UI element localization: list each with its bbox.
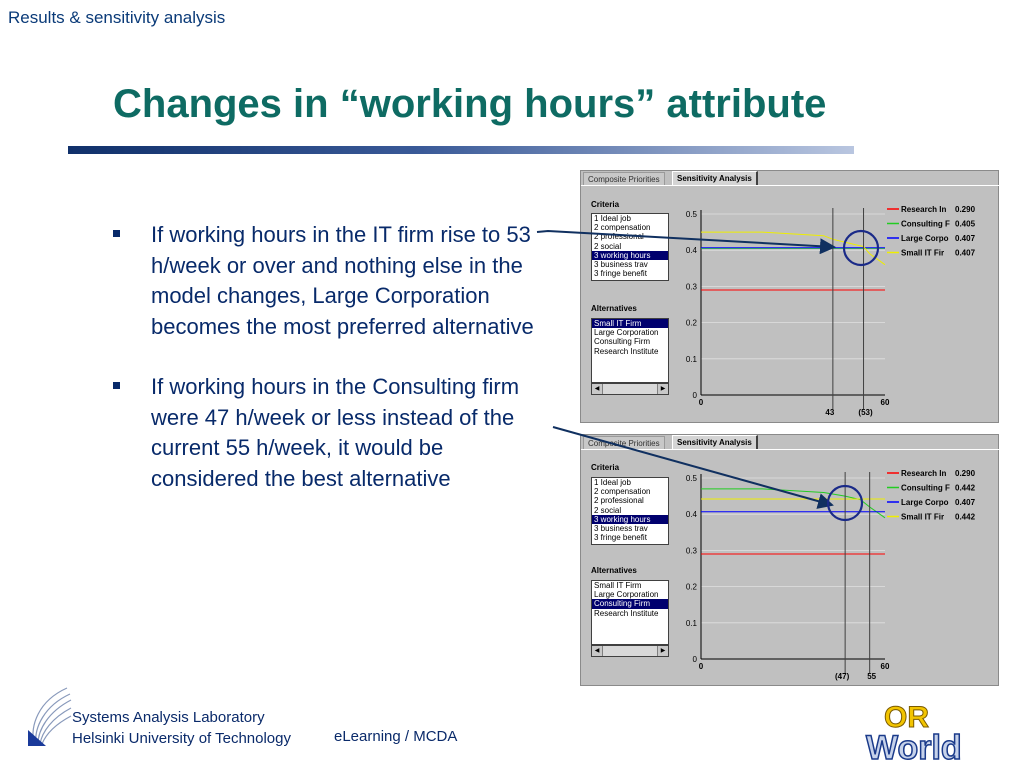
marker-label: (47): [835, 672, 850, 681]
sensitivity-panel-2: [580, 434, 999, 686]
bullet-text: If working hours in the IT firm rise to 53 h/week or over and nothing else in the model changes, Large Corporation becomes the most preferred alternative: [151, 222, 534, 339]
legend-label: Research In: [901, 205, 947, 214]
hut-logo-icon: [22, 686, 72, 748]
scroll-left-icon[interactable]: ◀: [592, 646, 603, 656]
legend-label: Large Corpo: [901, 234, 949, 243]
horizontal-scrollbar[interactable]: [591, 645, 669, 657]
criteria-label: Criteria: [591, 200, 620, 209]
tab-sensitivity-analysis[interactable]: Sensitivity Analysis: [672, 171, 758, 186]
legend-value: 0.290: [955, 205, 976, 214]
y-tick-label: 0.4: [685, 246, 697, 256]
alternatives-label: Alternatives: [591, 304, 637, 313]
list-item[interactable]: 1 Ideal job: [594, 214, 631, 223]
list-item[interactable]: Research Institute: [594, 346, 659, 356]
footer-lab-name: Systems Analysis Laboratory: [72, 709, 265, 726]
y-tick-label: 0.3: [685, 282, 697, 292]
legend-value: 0.407: [955, 234, 976, 243]
y-tick-label: 0: [692, 391, 697, 400]
y-tick-label: 0.1: [685, 354, 697, 364]
title-underline: [68, 146, 854, 154]
sensitivity-chart: [677, 463, 997, 688]
y-tick-label: 0.5: [685, 210, 697, 219]
legend-value: 0.290: [955, 469, 976, 478]
tab-composite-priorities[interactable]: Composite Priorities: [583, 172, 665, 186]
y-tick-label: 0.1: [685, 618, 697, 628]
alternatives-label: Alternatives: [591, 566, 637, 575]
scroll-right-icon[interactable]: ▶: [657, 646, 668, 656]
list-item[interactable]: 2 social: [594, 505, 622, 515]
list-item[interactable]: Large Corporation: [594, 328, 659, 338]
scroll-left-icon[interactable]: ◀: [592, 384, 603, 394]
x-tick-label: 0: [698, 398, 704, 407]
list-item-selected[interactable]: 3 working hours: [592, 251, 668, 260]
legend-label: Large Corpo: [901, 498, 949, 507]
x-tick-label: 60: [880, 398, 890, 407]
list-item[interactable]: 2 professional: [594, 496, 644, 506]
tab-sensitivity-analysis[interactable]: Sensitivity Analysis: [672, 435, 758, 450]
x-tick-label: 0: [698, 662, 704, 671]
legend-value: 0.407: [955, 498, 976, 507]
marker-label: (53): [858, 408, 873, 417]
footer-university: Helsinki University of Technology: [72, 730, 291, 747]
bullet-text: If working hours in the Consulting firm were 47 h/week or less instead of the current 55 h/week, it would be considered the best alternative: [151, 374, 520, 491]
criteria-listbox[interactable]: [591, 213, 669, 281]
bullet-item: [113, 372, 538, 494]
list-item[interactable]: 2 compensation: [594, 223, 651, 233]
legend-value: 0.442: [955, 512, 976, 522]
y-tick-label: 0: [692, 655, 697, 664]
y-tick-label: 0.5: [685, 474, 697, 483]
tab-bar: [581, 435, 1000, 450]
legend-label: Small IT Fir: [901, 248, 945, 258]
legend-label: Research In: [901, 469, 947, 478]
sensitivity-panel-1: [580, 170, 999, 423]
list-item[interactable]: 2 compensation: [594, 487, 651, 497]
bullet-item: [113, 220, 538, 342]
marker-label: 55: [867, 672, 877, 681]
svg-text:World: World: [866, 729, 962, 763]
criteria-label: Criteria: [591, 463, 620, 472]
y-tick-label: 0.4: [685, 510, 697, 520]
list-item-selected[interactable]: Small IT Firm: [592, 319, 668, 328]
x-tick-label: 60: [880, 662, 890, 671]
list-item[interactable]: Large Corporation: [594, 590, 659, 600]
alternatives-listbox[interactable]: [591, 580, 669, 645]
list-item[interactable]: 1 Ideal job: [594, 478, 631, 487]
list-item-selected[interactable]: Consulting Firm: [592, 599, 668, 608]
tab-composite-priorities[interactable]: Composite Priorities: [583, 436, 665, 450]
list-item[interactable]: 3 business trav: [594, 259, 648, 269]
list-item[interactable]: 2 social: [594, 241, 622, 251]
list-item[interactable]: 3 business trav: [594, 523, 648, 533]
list-item[interactable]: Consulting Firm: [594, 337, 651, 347]
horizontal-scrollbar[interactable]: [591, 383, 669, 395]
scroll-right-icon[interactable]: ▶: [657, 384, 668, 394]
list-item[interactable]: Research Institute: [594, 608, 659, 618]
legend-value: 0.442: [955, 483, 976, 493]
list-item[interactable]: 3 fringe benefit: [594, 269, 647, 279]
bullet-list: [113, 220, 538, 524]
alternatives-listbox[interactable]: [591, 318, 669, 383]
svg-text:OR: OR: [884, 701, 929, 734]
list-item[interactable]: 3 fringe benefit: [594, 533, 647, 543]
footer-course: eLearning / MCDA: [334, 728, 458, 745]
footer-lab: [72, 707, 291, 749]
y-tick-label: 0.3: [685, 546, 697, 556]
y-tick-label: 0.2: [685, 318, 697, 328]
y-tick-label: 0.2: [685, 582, 697, 592]
legend-label: Consulting F: [901, 219, 950, 229]
list-item[interactable]: Small IT Firm: [594, 581, 642, 590]
legend-label: Small IT Fir: [901, 512, 945, 522]
series-line: [701, 489, 885, 518]
tab-bar: [581, 171, 1000, 186]
list-item-selected[interactable]: 3 working hours: [592, 515, 668, 524]
legend-label: Consulting F: [901, 483, 950, 493]
square-bullet-icon: [113, 230, 120, 237]
breadcrumb: Results & sensitivity analysis: [8, 8, 226, 27]
marker-label: 43: [825, 408, 835, 417]
legend-value: 0.405: [955, 219, 976, 229]
square-bullet-icon: [113, 382, 120, 389]
sensitivity-chart: [677, 199, 997, 424]
list-item[interactable]: 2 professional: [594, 232, 644, 242]
criteria-listbox[interactable]: [591, 477, 669, 545]
or-world-logo-icon: [862, 697, 1010, 763]
page-title: Changes in “working hours” attribute: [113, 82, 827, 126]
legend-value: 0.407: [955, 248, 976, 258]
